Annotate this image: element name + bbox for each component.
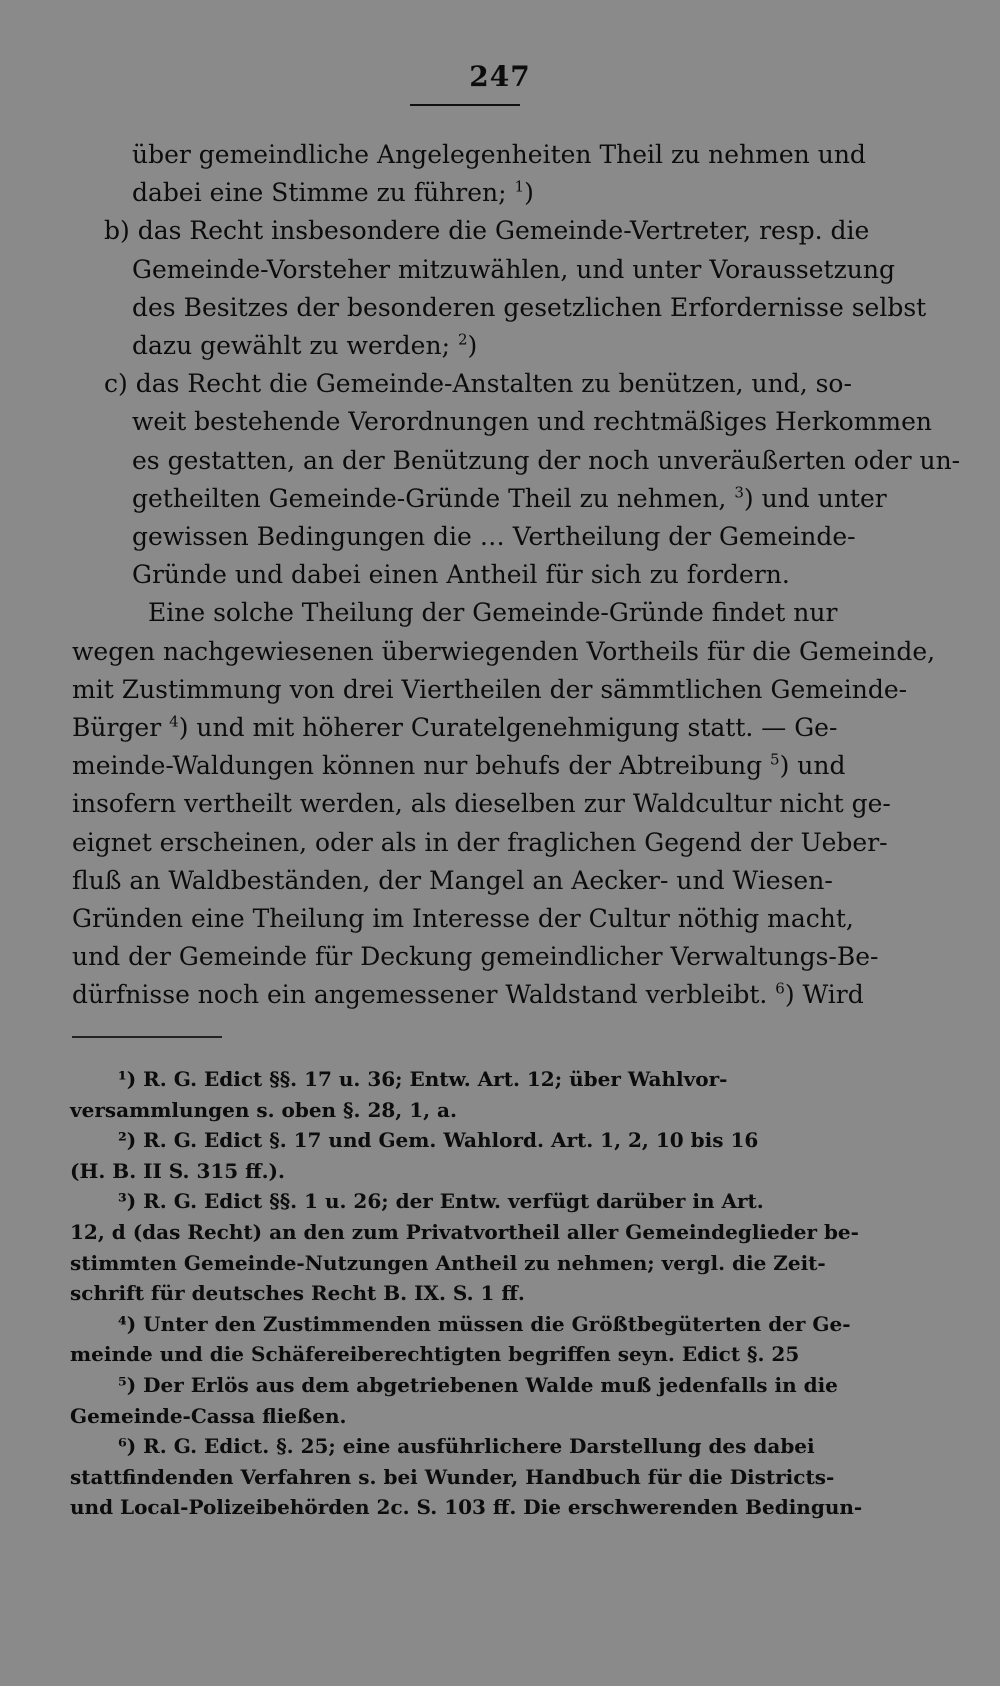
text-line: eignet erscheinen, oder als in der fraglichen Gegend der Ueber-	[72, 827, 888, 857]
footnote-marker: 4	[169, 712, 179, 731]
text-line: weit bestehende Verordnungen und rechtmäßiges Herkommen	[132, 407, 933, 437]
footnote-line: ⁶) R. G. Edict. §. 25; eine ausführlichere Darstellung des dabei	[118, 1434, 815, 1459]
text-line: getheilten Gemeinde-Gründe Theil zu nehmen, $^3$) und unter	[132, 483, 887, 513]
footnote-line: (H. B. II S. 315 ff.).	[70, 1158, 285, 1183]
footnote-line: ⁵) Der Erlös aus dem abgetriebenen Walde muß jedenfalls in die	[118, 1372, 838, 1397]
footnote-marker: 1	[514, 177, 525, 196]
text-line: Gründe und dabei einen Antheil für sich zu fordern.	[132, 560, 790, 590]
text-line: Bürger $^4$) und mit höherer Curatelgenehmigung statt. — Ge-	[72, 712, 838, 743]
text-line: wegen nachgewiesenen überwiegenden Vortheils für die Gemeinde,	[72, 636, 936, 666]
text-line: b) das Recht insbesondere die Gemeinde-Vertreter, resp. die	[104, 216, 870, 246]
footnote-line: stattfindenden Verfahren s. bei Wunder, Handbuch für die Districts-	[70, 1464, 835, 1489]
footnote-marker: 5	[770, 750, 780, 769]
page-number: 247	[469, 60, 531, 93]
text-line: es gestatten, an der Benützung der noch unveräußerten oder un-	[132, 445, 961, 475]
footnote-line: Gemeinde-Cassa fließen.	[70, 1403, 347, 1428]
text-line: Gründen eine Theilung im Interesse der Cultur nöthig macht,	[72, 904, 854, 934]
text-line: gewissen Bedingungen die … Vertheilung der Gemeinde-	[132, 522, 856, 552]
text-line: meinde-Waldungen können nur behufs der Abtreibung $^5$) und	[72, 750, 846, 781]
footnote-line: meinde und die Schäfereiberechtigten begriffen seyn. Edict §. 25	[70, 1342, 800, 1367]
text-line: dabei eine Stimme zu führen; $^1$)	[132, 177, 534, 208]
footnote-line: ²) R. G. Edict §. 17 und Gem. Wahlord. Art. 1, 2, 10 bis 16	[118, 1128, 759, 1153]
text-line: Gemeinde-Vorsteher mitzuwählen, und unter Voraussetzung	[132, 254, 895, 284]
footnote-line: und Local-Polizeibehörden 2c. S. 103 ff. Die erschwerenden Bedingun-	[70, 1495, 863, 1520]
text-line: dazu gewählt zu werden; $^2$)	[132, 330, 478, 361]
footnote-line: stimmten Gemeinde-Nutzungen Antheil zu nehmen; vergl. die Zeit-	[70, 1250, 826, 1275]
footnotes	[70, 1064, 878, 1523]
footnote-line: ³) R. G. Edict §§. 1 u. 26; der Entw. verfügt darüber in Art.	[118, 1189, 764, 1214]
text-line: Eine solche Theilung der Gemeinde-Gründe findet nur	[148, 598, 838, 628]
text-line: c) das Recht die Gemeinde-Anstalten zu benützen, und, so-	[104, 369, 852, 399]
footnote-marker: 6	[775, 980, 785, 999]
footnote-line: ⁴) Unter den Zustimmenden müssen die Größtbegüterten der Ge-	[118, 1311, 851, 1336]
text-line: fluß an Waldbeständen, der Mangel an Aecker- und Wiesen-	[72, 865, 833, 895]
text-line: dürfnisse noch ein angemessener Waldstand verbleibt. $^6$) Wird	[72, 980, 864, 1010]
text-line: über gemeindliche Angelegenheiten Theil zu nehmen und	[132, 140, 866, 169]
footnote-marker: 3	[734, 483, 744, 502]
footnote-line: schrift für deutsches Recht B. IX. S. 1 ff.	[70, 1281, 525, 1306]
footnote-line: ¹) R. G. Edict §§. 17 u. 36; Entw. Art. 12; über Wahlvor-	[118, 1067, 728, 1091]
footnote-line: versammlungen s. oben §. 28, 1, a.	[70, 1097, 457, 1122]
text-line: mit Zustimmung von drei Viertheilen der sämmtlichen Gemeinde-	[72, 674, 908, 704]
text-line: und der Gemeinde für Deckung gemeindlicher Verwaltungs-Be-	[72, 942, 879, 972]
main-text	[72, 136, 961, 1015]
text-line: insofern vertheilt werden, als dieselben zur Waldcultur nicht ge-	[72, 789, 891, 819]
footnote-line: 12, d (das Recht) an den zum Privatvortheil aller Gemeindeglieder be-	[70, 1219, 859, 1244]
header-rule	[410, 104, 520, 106]
footnote-rule	[72, 1036, 222, 1038]
footnote-marker: 2	[457, 330, 468, 349]
text-line: des Besitzes der besonderen gesetzlichen Erfordernisse selbst	[132, 292, 927, 322]
